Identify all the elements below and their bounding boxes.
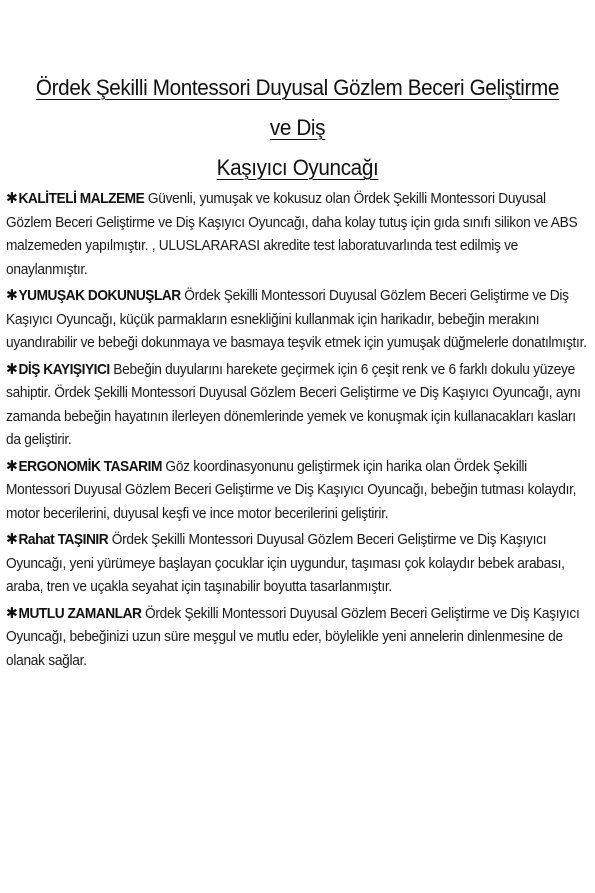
asterisk-icon: ✱ bbox=[6, 531, 18, 548]
title-line-2: Kaşıyıcı Oyuncağı bbox=[216, 155, 379, 180]
feature-heading: DİŞ KAYIŞIYICI bbox=[18, 361, 110, 378]
feature-heading: YUMUŞAK DOKUNUŞLAR bbox=[18, 288, 181, 304]
asterisk-icon: ✱ bbox=[6, 604, 18, 622]
feature-heading: ERGONOMİK TASARIM bbox=[18, 458, 162, 475]
feature-list bbox=[6, 188, 591, 676]
feature-teether bbox=[6, 359, 591, 453]
asterisk-icon: ✱ bbox=[6, 457, 18, 475]
feature-heading: KALİTELİ MALZEME bbox=[18, 191, 145, 207]
feature-heading: Rahat TAŞINIR bbox=[18, 532, 109, 548]
feature-heading: MUTLU ZAMANLAR bbox=[18, 605, 142, 622]
feature-text: Göz koordinasyonunu geliştirmek için harika olan Ördek Şekilli Montessori Duyusal Gözlem Beceri Geliştirme ve Diş Kaşıyıcı Oyuncağı, bebeğin tutması kolaydır, motor becerilerini, duyusal keşfi ve ince motor becerilerini geliştirir. bbox=[6, 458, 577, 522]
feature-text: Ördek Şekilli Montessori Duyusal Gözlem Beceri Geliştirme ve Diş Kaşıyıcı Oyuncağı, bebeğinizi uzun süre meşgul ve mutlu eder, böylelikle yeni annelerin dinlenmesine de olanak sağlar. bbox=[6, 605, 580, 669]
page-title bbox=[24, 68, 571, 188]
feature-text: Ördek Şekilli Montessori Duyusal Gözlem Beceri Geliştirme ve Diş Kaşıyıcı Oyuncağı, yeni yürümeye başlayan çocuklar için uygundur, taşıması çok kolaydır bebek arabası, araba, tren ve uçakla seyahat için taşınabilir boyutta tasarlanmıştır. bbox=[6, 532, 565, 595]
feature-ergonomic-design bbox=[6, 456, 591, 527]
asterisk-icon: ✱ bbox=[6, 287, 18, 304]
feature-text: Ördek Şekilli Montessori Duyusal Gözlem Beceri Geliştirme ve Diş Kaşıyıcı Oyuncağı, küçük parmakların esnekliğini kullanmak için harikadır, bebeğin merakını uyandırabilir ve bebeği dokunmaya ve basmaya teşvik etmek için yumuşak düğmelerle donatılmıştır. bbox=[6, 288, 587, 351]
feature-text: Bebeğin duyularını harekete geçirmek için 6 çeşit renk ve 6 farklı dokulu yüzeye sahiptir. Ördek Şekilli Montessori Duyusal Gözlem Beceri Geliştirme ve Diş Kaşıyıcı Oyuncağı, aynı zamanda bebeğin hayatının ilerleyen dönemlerinde yemek ve konuşmak için kullanacakları kasları da geliştirir. bbox=[6, 361, 581, 448]
feature-happy-times bbox=[6, 603, 591, 674]
feature-easy-carry bbox=[6, 529, 591, 600]
title-line-1: Ördek Şekilli Montessori Duyusal Gözlem Beceri Geliştirme ve Diş bbox=[35, 75, 560, 140]
feature-quality-material bbox=[6, 188, 591, 282]
asterisk-icon: ✱ bbox=[6, 360, 18, 378]
asterisk-icon: ✱ bbox=[6, 190, 18, 207]
feature-soft-touch bbox=[6, 285, 591, 356]
feature-text: Güvenli, yumuşak ve kokusuz olan Ördek Şekilli Montessori Duyusal Gözlem Beceri Geliştirme ve Diş Kaşıyıcı Oyuncağı, daha kolay tutuş için gıda sınıfı silikon ve ABS malzemeden yapılmıştır. , ULUSLARARASI akredite test laboratuvarlında test edilmiş ve onaylanmıştır. bbox=[6, 191, 578, 278]
